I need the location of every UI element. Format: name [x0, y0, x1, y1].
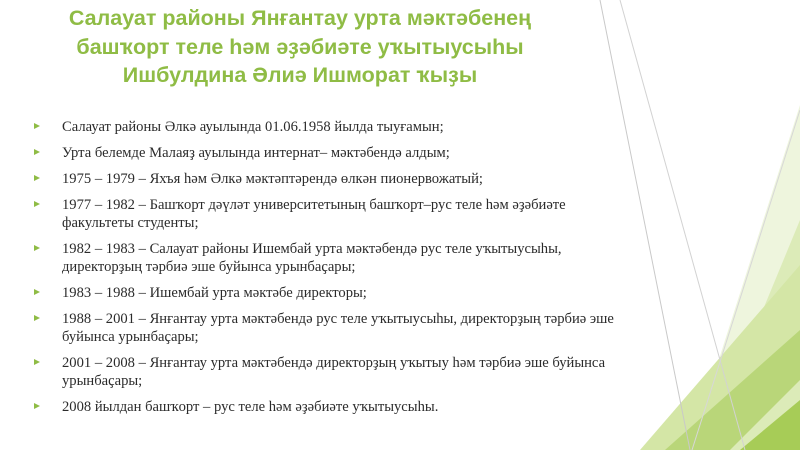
slide-title [20, 4, 580, 90]
title-line: башҡорт теле һәм әҙәбиәте уҡытыусыһы [76, 34, 524, 59]
list-item-text: 2008 йылдан башҡорт – рус теле һәм әҙәбиәте уҡытыусыһы. [62, 399, 439, 415]
list-item [34, 118, 634, 136]
title-line: Ишбулдина Әлиә Ишморат ҡыҙы [122, 63, 478, 87]
bullet-arrow-icon [34, 245, 40, 251]
bullet-arrow-icon [34, 403, 40, 409]
bullet-arrow-icon [34, 315, 40, 321]
list-item [34, 398, 634, 416]
list-item [34, 310, 634, 346]
list-item-text: 1983 – 1988 – Ишембай урта мәктәбе директоры; [62, 285, 367, 301]
list-item-text: 1975 – 1979 – Яхъя һәм Әлкә мәктәптәрендә өлкән пионервожатый; [62, 171, 483, 187]
list-item-text: 1982 – 1983 – Салауат районы Ишембай урта мәктәбендә рус теле уҡытыусыһы, директорҙың тәрбиә эше буйынса урынбаҫары; [62, 241, 562, 275]
list-item [34, 170, 634, 188]
bullet-arrow-icon [34, 201, 40, 207]
facet-line-mid [620, 0, 745, 450]
list-item-text: 1977 – 1982 – Башҡорт дәүләт университетының башҡорт–рус теле һәм әҙәбиәте факультеты студенты; [62, 197, 566, 231]
title-line: Салауат районы Янғантау урта мәктәбенең [68, 6, 532, 30]
list-item [34, 240, 634, 276]
list-item [34, 354, 634, 390]
bullet-arrow-icon [34, 123, 40, 129]
list-item-text: Урта белемде Малаяҙ ауылында интернат– мәктәбендә алдым; [62, 145, 450, 161]
list-item [34, 144, 634, 162]
list-item-text: Салауат районы Әлкә ауылында 01.06.1958 йылда тыуғамын; [62, 119, 444, 135]
list-item [34, 284, 634, 302]
biography-list [34, 118, 634, 424]
list-item [34, 196, 634, 232]
bullet-arrow-icon [34, 149, 40, 155]
list-item-text: 2001 – 2008 – Янғантау урта мәктәбендә директорҙың уҡытыу һәм тәрбиә эше буйынса урынбаҫары; [62, 355, 606, 389]
bullet-arrow-icon [34, 289, 40, 295]
bullet-arrow-icon [34, 359, 40, 365]
list-item-text: 1988 – 2001 – Янғантау урта мәктәбендә рус теле уҡытыусыһы, директорҙың тәрбиә эше буйынса урынбаҫары; [62, 311, 614, 345]
bullet-arrow-icon [34, 175, 40, 181]
